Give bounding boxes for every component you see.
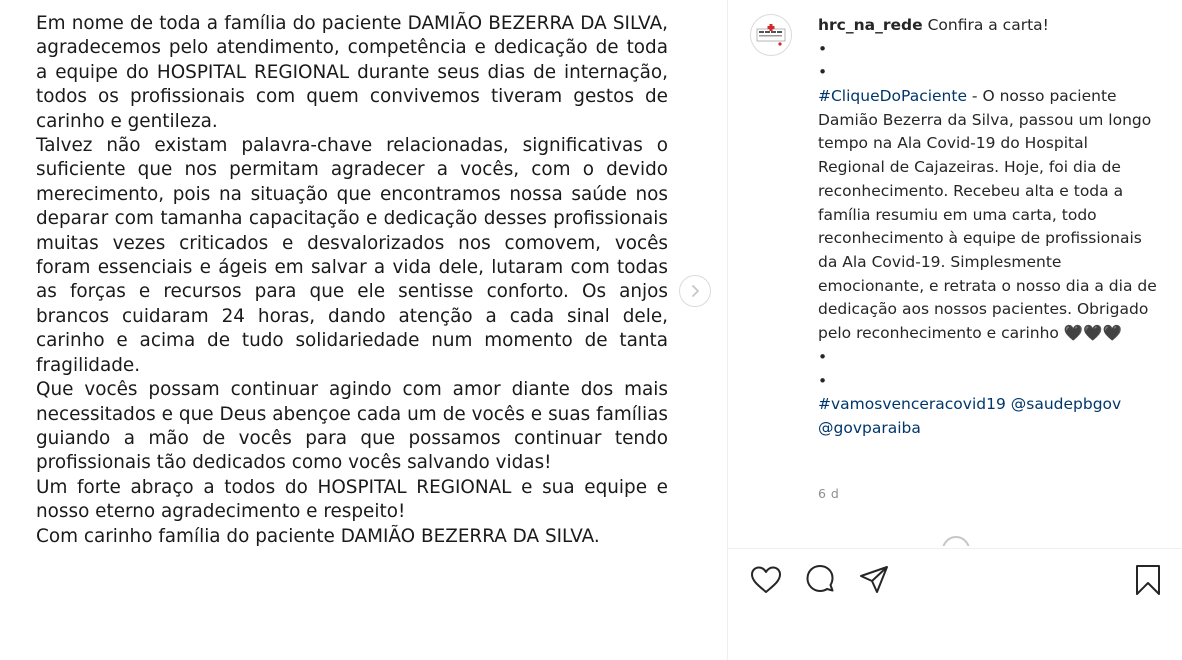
comment-button[interactable] xyxy=(802,562,838,598)
hearts-emoji: 🖤🖤🖤 xyxy=(1063,324,1122,343)
actions-divider xyxy=(728,548,1182,549)
heart-icon xyxy=(750,565,782,595)
comment-icon xyxy=(804,564,836,596)
share-button[interactable] xyxy=(856,562,892,598)
caption-intro: Confira a carta! xyxy=(927,16,1049,34)
caption-body xyxy=(818,85,1158,346)
caption-body-text: - O nosso paciente Damião Bezerra da Silva, passou um longo tempo na Ala Covid-19 do Hospital Regional de Cajazeiras. Hoje, foi dia de reconhecimento. Recebeu alta e toda a família resumiu em uma carta, todo reconhecimento à equipe de profissionais da Ala Covid-19. Simplesmente emocionante, e retrata o nosso dia a dia de dedicação aos nossos pacientes. Obrigado pelo reconhecimento e carinho xyxy=(818,87,1157,343)
mention-link[interactable]: @govparaiba xyxy=(818,418,921,437)
username-link[interactable]: hrc_na_rede xyxy=(818,16,923,34)
letter-paragraph-4: Um forte abraço a todos do HOSPITAL REGIONAL e sua equipe e nosso eterno agradecimento e respeito! xyxy=(36,476,668,523)
letter-text xyxy=(36,12,668,549)
caption-tags xyxy=(818,393,1158,440)
hospital-logo xyxy=(754,22,788,48)
like-button[interactable] xyxy=(748,562,784,598)
loading-spinner xyxy=(942,536,970,546)
letter-paragraph-2: Talvez não existam palavra-chave relacionadas, significativas o suficiente que nos permitam agradecer a vocês, com o devido merecimento, pois na situação que encontramos nossa saúde nos deparar com tamanha capacitação e dedicação desses profissionais muitas vezes criticados e desvalorizados nos comovem, vocês foram essenciais e ágeis em salvar a vida dele, lutaram com todas as forças e recursos para que ele sentisse conforto. Os anjos brancos cuidaram 24 horas, dando atenção a cada sinal dele, carinho e acima de tudo solidariedade num momento de tanta fragilidade. xyxy=(36,135,668,376)
caption-bullet: • xyxy=(818,63,828,82)
action-bar xyxy=(728,562,1182,602)
letter-paragraph-3: Que vocês possam continuar agindo com amor diante dos mais necessitados e que Deus abençoe cada um de vocês e suas famílias guiando a mão de vocês para que possamos continuar tendo profissionais tão dedicados como vocês salvando vidas! xyxy=(36,379,668,474)
caption-bullet: • xyxy=(818,39,828,58)
bookmark-icon xyxy=(1133,563,1163,597)
caption-bullet: • xyxy=(818,347,828,366)
paper-plane-icon xyxy=(858,564,890,596)
chevron-right-icon xyxy=(688,284,702,298)
letter-paragraph-5: Com carinho família do paciente DAMIÃO BEZERRA DA SILVA. xyxy=(36,525,600,547)
letter-paragraph-1: Em nome de toda a família do paciente DAMIÃO BEZERRA DA SILVA, agradecemos pelo atendimento, competência e dedicação de toda a equipe do HOSPITAL REGIONAL durante seus dias de internação, todos os profissionais com quem convivemos tiveram gestos de carinho e gentileza. xyxy=(36,13,668,132)
post-timestamp[interactable]: 6 d xyxy=(818,486,840,501)
save-button[interactable] xyxy=(1130,562,1166,598)
hashtag-link[interactable]: #CliqueDoPaciente xyxy=(818,87,967,106)
caption-header xyxy=(818,14,1158,38)
mention-link[interactable]: @saudepbgov xyxy=(1010,395,1122,414)
avatar[interactable] xyxy=(750,14,792,56)
next-image-button[interactable] xyxy=(679,275,711,307)
post-caption xyxy=(818,14,1158,441)
hashtag-link[interactable]: #vamosvenceracovid19 xyxy=(818,395,1006,414)
post-sidebar xyxy=(728,0,1182,660)
caption-bullet: • xyxy=(818,371,828,390)
